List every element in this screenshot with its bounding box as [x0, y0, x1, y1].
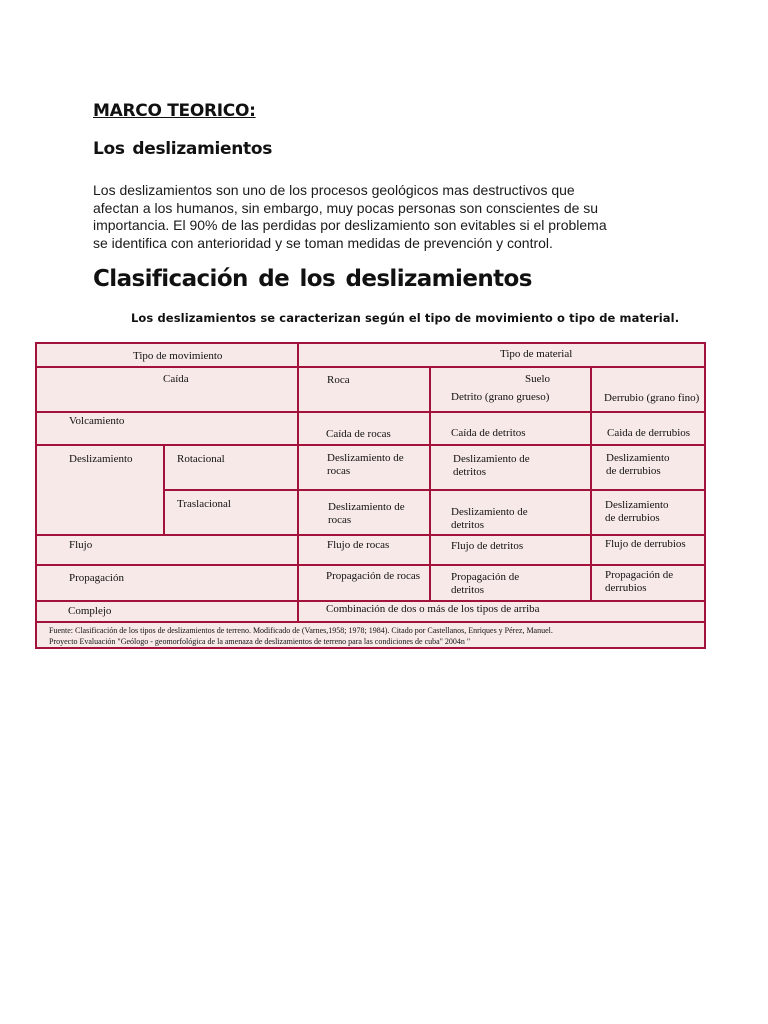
cell-deslizamiento: Deslizamiento — [69, 453, 133, 465]
cell-caida-detritos: Caída de detritos — [451, 427, 526, 439]
cell-rot-detritos: Deslizamiento de detritos — [453, 453, 530, 478]
cell-flujo: Flujo — [69, 539, 93, 551]
table-rule — [297, 344, 299, 621]
cell-flujo-detritos: Flujo de detritos — [451, 540, 524, 552]
cell-complejo-desc: Combinación de dos o más de los tipos de arriba — [326, 603, 540, 615]
cell-caida-rocas: Caída de rocas — [326, 428, 391, 440]
cell-complejo: Complejo — [68, 605, 112, 617]
cell-detrito: Detrito (grano grueso) — [451, 391, 550, 403]
header-tipo-movimiento: Tipo de movimiento — [133, 350, 223, 362]
intro-line: se identifica con anterioridad y se toman medidas de prevención y control. — [93, 234, 553, 251]
table-rule — [590, 366, 592, 600]
cell-tras-detritos: Deslizamiento de detritos — [451, 506, 528, 531]
heading-marco-teorico: MARCO TEORICO: — [93, 101, 256, 121]
cell-derrubio: Derrubio (grano fino) — [604, 392, 700, 404]
table-rule — [37, 621, 704, 623]
intro-paragraph — [93, 182, 673, 252]
cell-prop-rocas: Propagación de rocas — [326, 570, 421, 582]
intro-line: importancia. El 90% de las perdidas por deslizamiento son evitables si el problema — [93, 217, 607, 233]
cell-volcamiento: Volcamiento — [69, 415, 125, 427]
heading-los-deslizamientos: Los deslizamientos — [93, 139, 273, 159]
table-rule — [163, 489, 704, 491]
cell-prop-detritos: Propagación de detritos — [451, 571, 520, 596]
header-tipo-material: Tipo de material — [500, 348, 573, 360]
table-rule — [37, 600, 704, 602]
source-line: Proyecto Evaluación "Geólogo - geomorfológica de la amenaza de deslizamientos de terreno para las condiciones de cuba" 2004n " — [49, 637, 471, 646]
cell-flujo-rocas: Flujo de rocas — [327, 539, 390, 551]
table-rule — [37, 366, 704, 368]
cell-tras-rocas: Deslizamiento de rocas — [328, 501, 405, 526]
cell-suelo: Suelo — [525, 373, 551, 385]
heading-clasificacion: Clasificación de los deslizamientos — [93, 266, 532, 292]
intro-line: Los deslizamientos son uno de los procesos geológicos mas destructivos que — [93, 182, 575, 198]
cell-propagacion: Propagación — [69, 572, 124, 584]
cell-rot-derrubios-2: de derrubios — [606, 465, 661, 477]
table-rule — [37, 534, 704, 536]
cell-tras-derrubios-1: Deslizamiento — [605, 499, 669, 511]
cell-rot-rocas: Deslizamiento de rocas — [327, 452, 404, 477]
table-rule — [163, 444, 165, 534]
cell-roca: Roca — [327, 374, 350, 386]
cell-caida-derrubios: Caida de derrubios — [607, 427, 691, 439]
source-line: Fuente: Clasificación de los tipos de deslizamientos de terreno. Modificado de (Varnes,1958; 1978; 1984). Citado por Castellanos, Enriques y Pérez, Manuel. — [49, 626, 553, 635]
table-source-note — [49, 625, 704, 647]
intro-line: afectan a los humanos, sin embargo, muy pocas personas son conscientes de su — [93, 199, 599, 216]
cell-rotacional: Rotacional — [177, 453, 225, 465]
cell-tras-derrubios-2: de derrubios — [605, 512, 660, 524]
table-rule — [37, 564, 704, 566]
cell-traslacional: Traslacional — [177, 498, 231, 510]
cell-flujo-derrubios: Flujo de derrubios — [605, 538, 686, 550]
table-rule — [37, 411, 704, 413]
classification-table — [35, 342, 706, 649]
table-rule — [37, 444, 704, 446]
cell-prop-derrubios: Propagación de derrubios — [605, 569, 674, 594]
table-rule — [429, 366, 431, 600]
cell-rot-derrubios-1: Deslizamiento — [606, 452, 670, 464]
table-caption: Los deslizamientos se caracterizan según el tipo de movimiento o tipo de material. — [131, 311, 680, 325]
cell-caida: Caída — [163, 373, 189, 385]
